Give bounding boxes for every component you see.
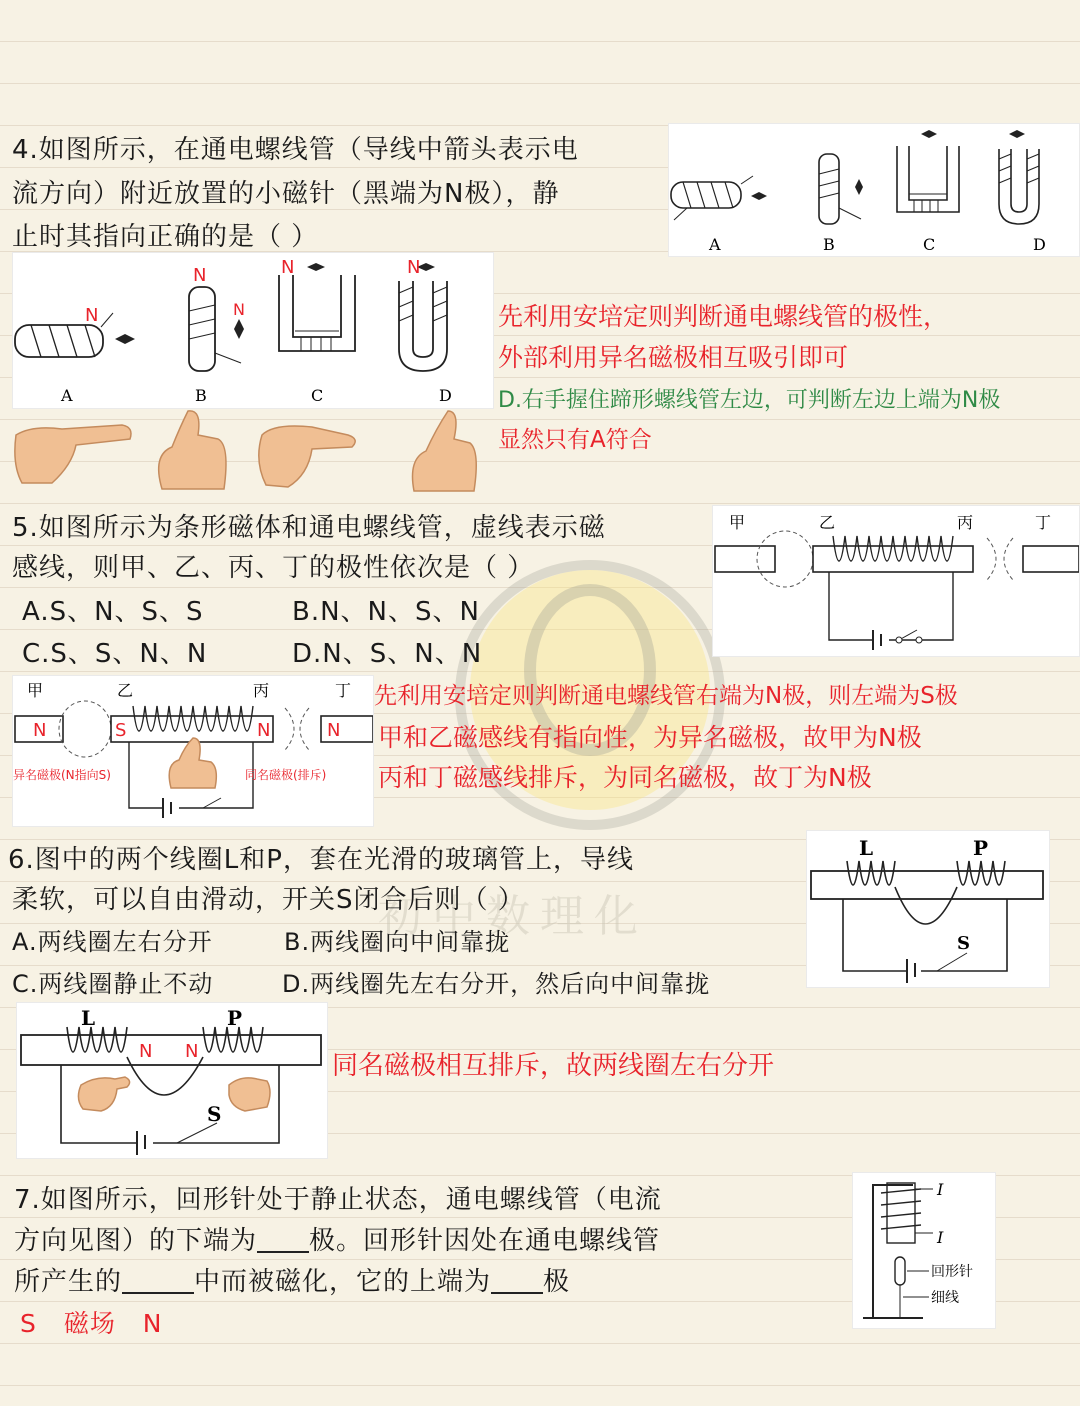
q5-annot-jia-n: N — [33, 720, 47, 741]
q4-annotated-figure — [12, 252, 494, 409]
q5-explain-line1: 先利用安培定则判断通电螺线管右端为N极，则左端为S极 — [374, 683, 958, 709]
q7-line2 — [14, 1219, 660, 1263]
q7-fig-current-bottom: I — [937, 1228, 944, 1247]
q4-annot-d-n: N — [407, 257, 421, 278]
q5-annotated-figure — [12, 675, 374, 827]
q5-option-d: D.N、S、N、N — [292, 639, 483, 669]
q4-stem-line3: 止时其指向正确的是（ ） — [12, 222, 319, 252]
q6-option-d: D.两线圈先左右分开，然后向中间靠拢 — [282, 970, 711, 998]
hand-icon — [78, 1077, 129, 1111]
q6-annot-label-p: P — [227, 1006, 243, 1030]
q7-line3 — [14, 1260, 570, 1304]
q6-annot-label-l: L — [81, 1006, 96, 1030]
q4-explain-line1: 先利用安培定则判断通电螺线管的极性， — [498, 302, 949, 331]
q6-fig-label-s: S — [957, 933, 970, 954]
q5-stem-line1: 5.如图所示为条形磁体和通电螺线管，虚线表示磁 — [12, 513, 606, 543]
q4-fig-label-d: D — [1033, 235, 1046, 254]
q6-explain: 同名磁极相互排斥，故两线圈左右分开 — [332, 1051, 775, 1081]
q6-annot-l-n: N — [139, 1041, 153, 1062]
q5-annot-label-jia: 甲 — [27, 681, 44, 700]
q5-fig-label-ding: 丁 — [1035, 513, 1052, 532]
q4-annot-label-d: D — [439, 386, 452, 405]
q7-figure — [852, 1172, 996, 1329]
q6-option-b: B.两线圈向中间靠拢 — [284, 928, 511, 956]
q7-answers — [20, 1304, 163, 1340]
q5-explain-line2: 甲和乙磁感线有指向性，为异名磁极，故甲为N极 — [378, 723, 922, 752]
q5-annot-ding-n: N — [327, 720, 341, 741]
q6-annot-p-n: N — [185, 1041, 199, 1062]
q5-annot-bing-n: N — [257, 720, 271, 741]
q6-fig-label-l: L — [859, 836, 874, 860]
q6-annot-label-s: S — [207, 1102, 222, 1126]
q5-annot-label-bing: 丙 — [253, 681, 270, 700]
hand-icon — [229, 1078, 270, 1111]
q7-line1: 7.如图所示，回形针处于静止状态，通电螺线管（电流 — [14, 1185, 662, 1215]
q4-stem-line2: 流方向）附近放置的小磁针（黑端为N极），静 — [12, 179, 560, 209]
q5-note-left: 异名磁极(N指向S) — [13, 768, 111, 782]
hand-icon — [259, 426, 355, 487]
hand-icon — [413, 411, 477, 491]
q5-option-a: A.S、N、S、S — [22, 597, 204, 627]
q4-stem-line1: 4.如图所示，在通电螺线管（导线中箭头表示电 — [12, 135, 579, 165]
q7-line2-part-a: 方向见图）的下端为 — [14, 1226, 258, 1256]
q5-stem-line2: 感线，则甲、乙、丙、丁的极性依次是（ ） — [12, 553, 535, 583]
q6-annotated-figure — [16, 1002, 328, 1159]
q7-blank-3 — [491, 1272, 543, 1294]
q5-explain-line3: 丙和丁磁感线排斥，为同名磁极，故丁为N极 — [378, 763, 872, 792]
q4-explain-line2: 外部利用异名磁极相互吸引即可 — [498, 343, 849, 372]
q6-option-c: C.两线圈静止不动 — [12, 970, 214, 998]
q5-fig-label-yi: 乙 — [819, 513, 836, 532]
q4-annot-label-a: A — [61, 386, 73, 405]
q5-annot-label-ding: 丁 — [335, 681, 352, 700]
q7-fig-label-clip: 回形针 — [931, 1264, 973, 1280]
q4-right-hand-illustrations — [12, 405, 482, 495]
hand-icon — [159, 411, 226, 489]
q5-fig-label-bing: 丙 — [957, 513, 974, 532]
q6-option-a: A.两线圈左右分开 — [12, 928, 213, 956]
watermark-text: 初中数理化 — [378, 891, 648, 942]
q5-note-right: 同名磁极(排斥) — [245, 768, 327, 782]
q7-fig-label-thread: 细线 — [931, 1290, 959, 1306]
q7-line2-part-b: 极。回形针因处在通电螺线管 — [309, 1226, 661, 1256]
q4-explain-line4: 显然只有A符合 — [498, 427, 652, 453]
q7-answer-1: S — [20, 1309, 37, 1338]
q6-original-figure — [806, 830, 1050, 988]
q7-line3-part-b: 中而被磁化，它的上端为 — [194, 1267, 492, 1297]
q6-stem-line2: 柔软，可以自由滑动，开关S闭合后则（ ） — [12, 885, 525, 915]
q4-fig-label-c: C — [923, 235, 936, 254]
hand-icon — [15, 425, 131, 483]
q5-option-b: B.N、N、S、N — [292, 597, 480, 627]
q7-answer-2: 磁场 — [63, 1309, 116, 1338]
q7-blank-1 — [257, 1231, 309, 1253]
q4-annot-label-b: B — [195, 386, 207, 405]
q4-annot-a-n: N — [85, 305, 99, 326]
q5-original-figure — [712, 505, 1080, 657]
q7-line3-part-a: 所产生的 — [14, 1267, 123, 1297]
q5-annot-label-yi: 乙 — [117, 681, 134, 700]
q4-original-figure — [668, 123, 1080, 257]
q4-annot-label-c: C — [311, 386, 324, 405]
q5-fig-label-jia: 甲 — [729, 513, 746, 532]
q7-fig-current-top: I — [937, 1180, 944, 1199]
q4-explain-line3: D.右手握住蹄形螺线管左边，可判断左边上端为N极 — [498, 388, 1001, 413]
q7-blank-2 — [122, 1272, 194, 1294]
q6-fig-label-p: P — [973, 836, 989, 860]
q7-line3-part-c: 极 — [543, 1267, 571, 1297]
q4-annot-b-n-needle: N — [233, 300, 245, 319]
q7-answer-3: N — [142, 1309, 163, 1338]
q5-option-c: C.S、S、N、N — [22, 639, 208, 669]
q5-annot-yi-s: S — [115, 720, 127, 741]
q4-annot-b-n-top: N — [193, 265, 207, 286]
q4-annot-c-n: N — [281, 257, 295, 278]
q4-fig-label-a: A — [709, 235, 721, 254]
q4-fig-label-b: B — [823, 235, 835, 254]
hand-icon — [169, 738, 216, 788]
q6-stem-line1: 6.图中的两个线圈L和P，套在光滑的玻璃管上，导线 — [8, 845, 634, 875]
